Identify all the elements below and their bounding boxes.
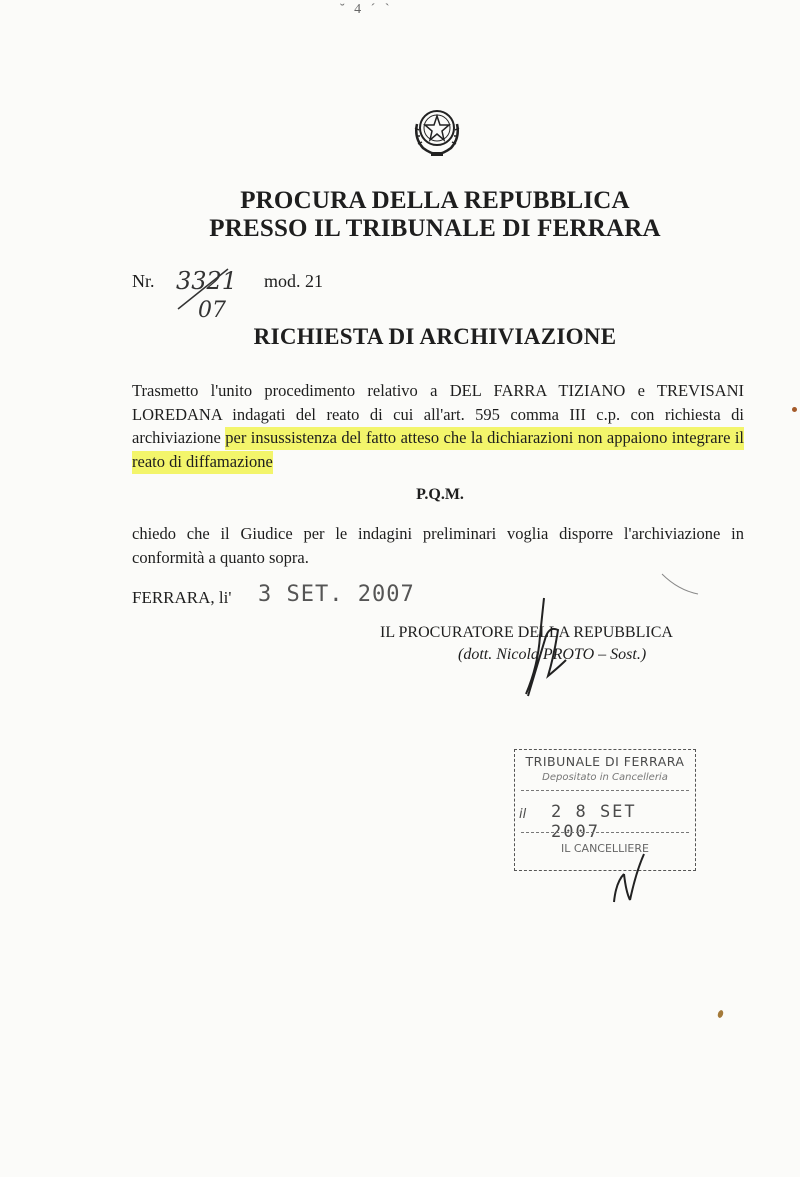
- stamp-court: TRIBUNALE DI FERRARA: [525, 754, 685, 769]
- signatory-role: IL PROCURATORE DELLA REPUBBLICA: [380, 624, 673, 641]
- handwritten-signature: [510, 596, 580, 704]
- handwritten-reference-number: [176, 263, 262, 319]
- document-title: RICHIESTA DI ARCHIVIAZIONE: [253, 324, 617, 349]
- pqm-heading: P.Q.M.: [416, 486, 464, 503]
- ink-spot: [717, 1009, 724, 1018]
- stamp-divider: [521, 832, 689, 833]
- clerk-signature: [610, 852, 650, 904]
- request-text: Trasmetto l'unito procedimento relativo a DEL FARRA TIZIANO e TREVISANI LOREDANA indagati del reato di cui all'art. 595 comma III c.p. con richiesta di archiviazione: [132, 381, 744, 447]
- stamp-date-prefix: il: [519, 807, 527, 822]
- pen-mark: [660, 570, 700, 596]
- header-line-2: PRESSO IL TRIBUNALE DI FERRARA: [209, 215, 661, 242]
- request-paragraph: [132, 379, 744, 473]
- date-stamp: 3 SET. 2007: [258, 582, 415, 607]
- place-date-label: FERRARA, li': [132, 588, 232, 607]
- reference-prefix: Nr.: [132, 271, 155, 291]
- deposit-stamp: [514, 749, 696, 871]
- conclusion-paragraph: chiedo che il Giudice per le indagini preliminari voglia disporre l'archiviazione in conformità a quanto sopra.: [132, 524, 744, 567]
- model-number: mod. 21: [264, 271, 324, 291]
- stamp-divider: [521, 790, 689, 791]
- top-margin-scribble: ˘ 4 ˊ ˋ: [340, 2, 393, 17]
- svg-text:3321: 3321: [176, 267, 238, 295]
- italian-republic-emblem-icon: [409, 104, 465, 160]
- stamp-date: 2 8 SET 2007: [551, 802, 637, 842]
- signatory-name: (dott. Nicola PROTO – Sost.): [458, 646, 647, 663]
- header-line-1: PROCURA DELLA REPUBBLICA: [240, 187, 630, 214]
- highlighted-text: per insussistenza del fatto atteso che la dichiarazioni non appaiono integrare il reato di diffamazione: [132, 427, 744, 474]
- ink-spot: [792, 407, 797, 412]
- svg-text:07: 07: [198, 298, 226, 319]
- stamp-subtitle: Depositato in Cancelleria: [542, 772, 668, 783]
- stamp-clerk: IL CANCELLIERE: [561, 842, 649, 855]
